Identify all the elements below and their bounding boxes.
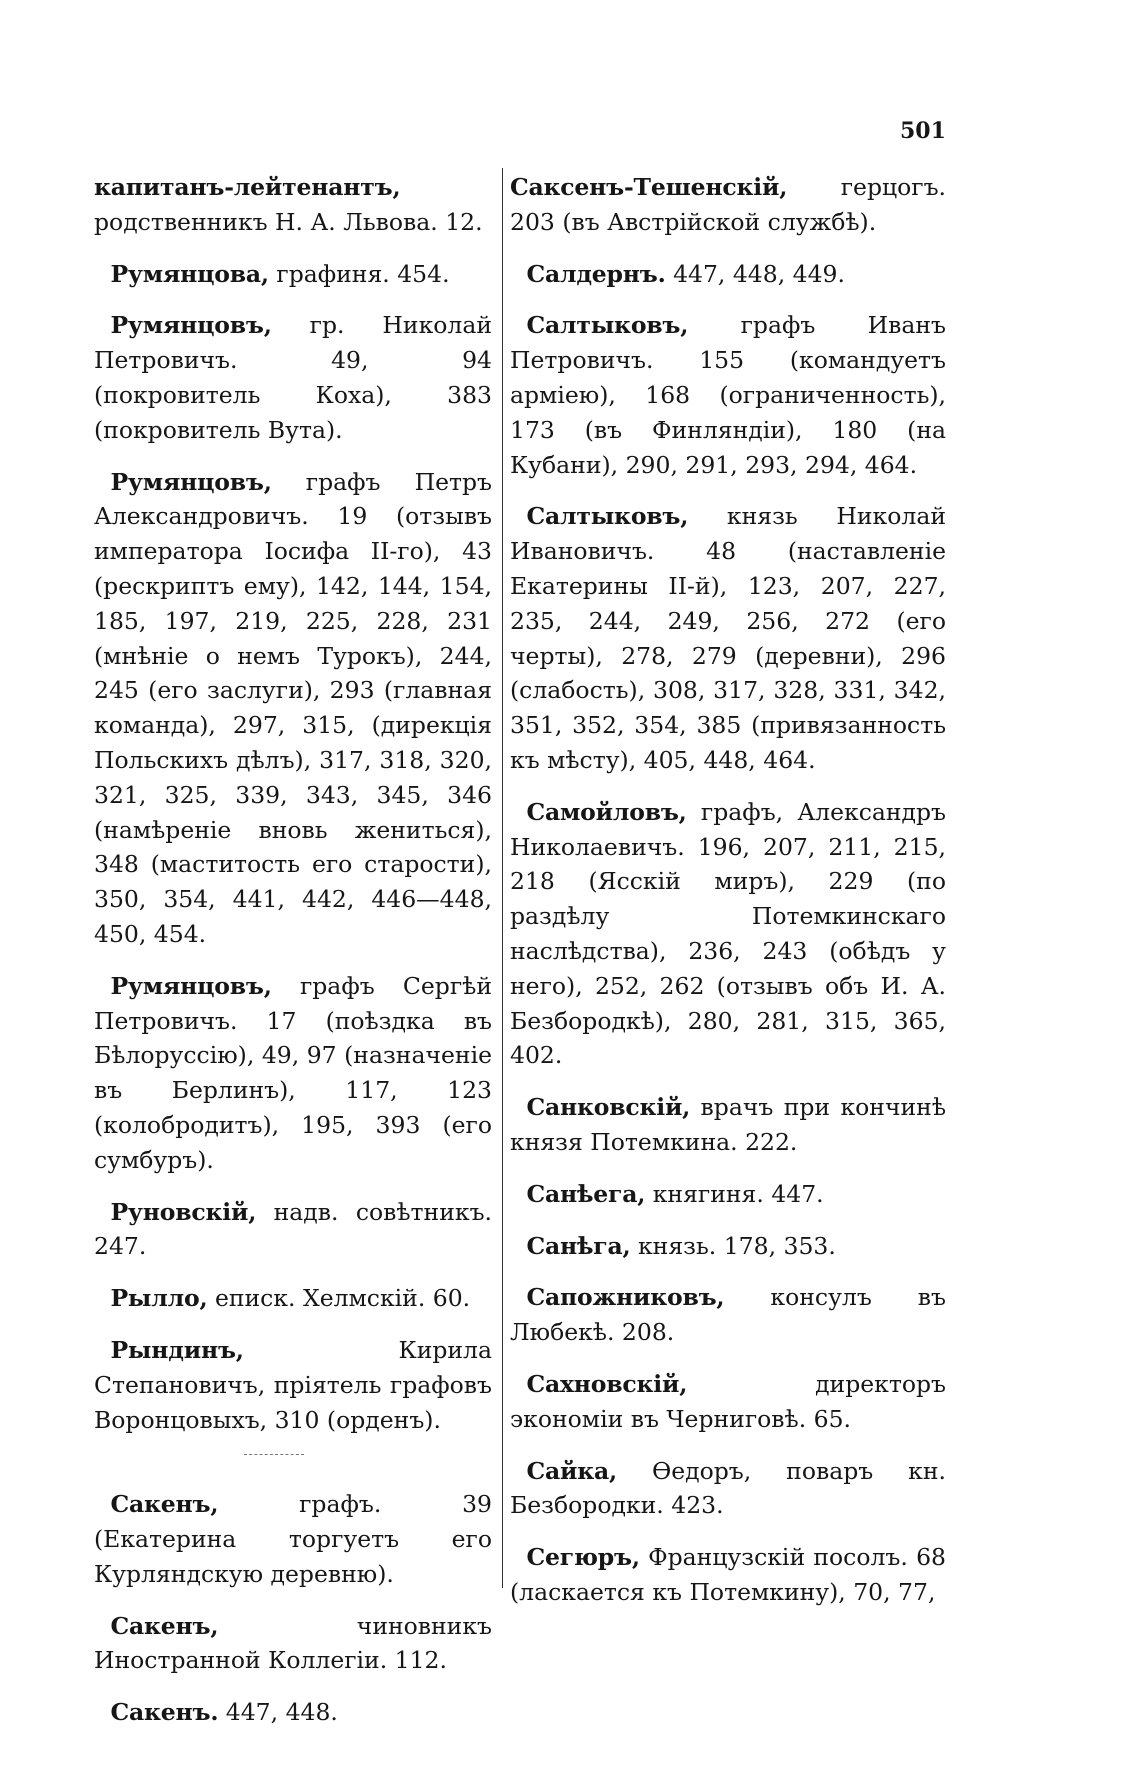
index-entry: Сегюръ, Французскій посолъ. 68 (ласкается къ Потемкину), 70, 77, [510, 1543, 946, 1606]
index-entry: Румянцовъ, графъ Петръ Александровичъ. 19 (отзывъ императора Іосифа II-го), 43 (рескриптъ ему), 142, 144, 154, 185, 197, 219, 225, 228, 231 (мнѣніе о немъ Турокъ), 244, 245 (его заслуги), 293 (главная команда), 297, 315, (дирекція Польскихъ дѣлъ), 317, 318, 320, 321, 325, 339, 343, 345, 346 (намѣреніе вновь жениться), 348 (маститость его старости), 350, 354, 441, 442, 446—448, 450, 454. [94, 467, 492, 948]
index-entry: капитанъ-лейтенантъ, родственникъ Н. А. Львова. 12. [94, 173, 483, 236]
index-entry: Сакенъ. 447, 448. [110, 1698, 338, 1727]
index-entry: Сакенъ, чиновникъ Иностранной Коллегіи. 112. [94, 1611, 492, 1675]
index-entry: Сахновскій, директоръ экономіи въ Черниговѣ. 65. [510, 1369, 946, 1433]
index-entry: Рындинъ, Кирила Степановичъ, пріятель графовъ Воронцовыхъ, 310 (орденъ). [94, 1335, 492, 1434]
right-column [510, 170, 946, 1627]
column-divider [502, 168, 503, 1588]
index-entry: Сакенъ, графъ. 39 (Екатерина торгуетъ его Курляндскую деревню). [94, 1490, 492, 1588]
index-entry: Руновскій, надв. совѣтникъ. 247. [94, 1197, 492, 1261]
index-entry: Сапожниковъ, консулъ въ Любекѣ. 208. [510, 1283, 946, 1347]
index-entry: Сайка, Ѳедоръ, поваръ кн. Безбородки. 423. [510, 1456, 946, 1520]
left-column [94, 170, 492, 1747]
index-entry: Румянцовъ, гр. Николай Петровичъ. 49, 94 (покровитель Коха), 383 (покровитель Вута). [94, 311, 492, 444]
index-entry: Саксенъ-Тешенскій, герцогъ. 203 (въ Австрійской службѣ). [510, 173, 946, 236]
index-entry: Салдернъ. 447, 448, 449. [526, 259, 845, 288]
index-entry: Санѣега, княгиня. 447. [526, 1179, 824, 1208]
index-entry: Санѣга, князь. 178, 353. [526, 1231, 836, 1260]
index-entry: Санковскій, врачъ при кончинѣ князя Потемкина. 222. [510, 1093, 946, 1156]
index-entry: Салтыковъ, князь Николай Ивановичъ. 48 (наставленіе Екатерины II-й), 123, 207, 227, 235, 244, 249, 256, 272 (его черты), 278, 279 (деревни), 296 (слабость), 308, 317, 328, 331, 342, 351, 352, 354, 385 (привязанность къ мѣсту), 405, 448, 464. [510, 502, 946, 774]
index-entry: Румянцовъ, графъ Сергѣй Петровичъ. 17 (поѣздка въ Бѣлоруссію), 49, 97 (назначеніе въ Берлинъ), 117, 123 (колобродитъ), 195, 393 (его сумбуръ). [94, 971, 492, 1174]
index-entry: Рылло, епиcк. Хелмскій. 60. [110, 1284, 471, 1313]
page-number: 501 [900, 118, 946, 144]
section-separator [244, 1454, 304, 1455]
index-entry: Самойловъ, графъ, Александръ Николаевичъ. 196, 207, 211, 215, 218 (Ясскій миръ), 229 (по раздѣлу Потемкинскаго наслѣдства), 236, 243 (обѣдъ у него), 252, 262 (отзывъ объ И. А. Безбородкѣ), 280, 281, 315, 365, 402. [510, 797, 946, 1070]
index-entry: Румянцова, графиня. 454. [110, 259, 450, 288]
index-entry: Салтыковъ, графъ Иванъ Петровичъ. 155 (командуетъ арміею), 168 (ограниченность), 173 (въ Финляндіи), 180 (на Кубани), 290, 291, 293, 294, 464. [510, 311, 946, 479]
